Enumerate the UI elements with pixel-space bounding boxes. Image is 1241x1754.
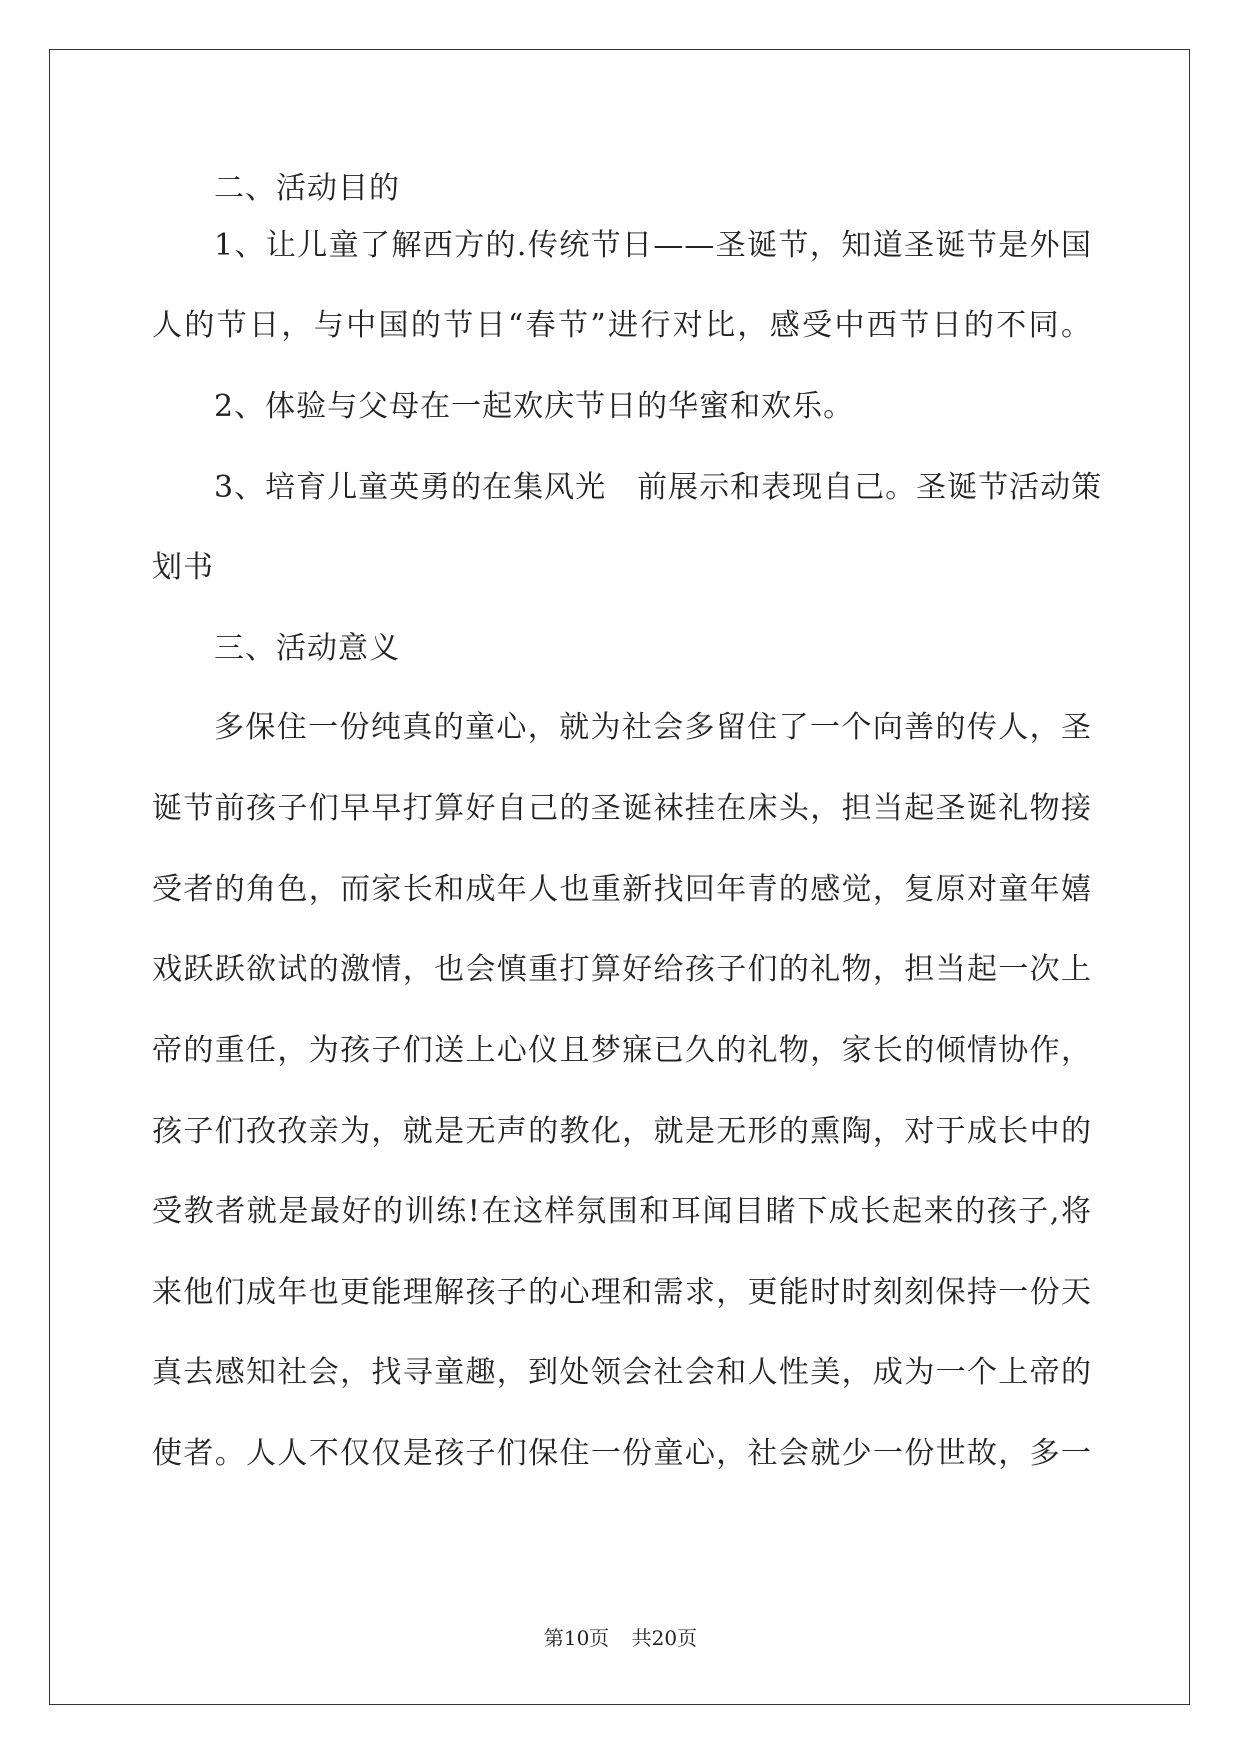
paragraph-line: 划书 — [152, 550, 214, 585]
paragraph-line: 戏跃跃欲试的激情，也会慎重打算好给孩子们的礼物，担当起一次上 — [152, 952, 1092, 987]
paragraph-line: 受者的角色，而家长和成年人也重新找回年青的感觉，复原对童年嬉 — [152, 872, 1092, 907]
page-footer — [0, 1622, 1241, 1651]
paragraph-line: 1、让儿童了解西方的.传统节日——圣诞节，知道圣诞节是外国 — [214, 228, 1092, 263]
paragraph-line: 受教者就是最好的训练!在这样氛围和耳闻目睹下成长起来的孩子,将 — [152, 1194, 1092, 1229]
paragraph-line: 真去感知社会，找寻童趣，到处领会社会和人性美，成为一个上帝的 — [152, 1355, 1092, 1390]
paragraph-line: 孩子们孜孜亲为，就是无声的教化，就是无形的熏陶，对于成长中的 — [152, 1114, 1092, 1149]
paragraph-line: 2、体验与父母在一起欢庆节日的华蜜和欢乐。 — [214, 389, 855, 424]
paragraph-line: 来他们成年也更能理解孩子的心理和需求，更能时时刻刻保持一份天 — [152, 1275, 1092, 1310]
paragraph-line: 人的节日，与中国的节日“春节”进行对比，感受中西节日的不同。 — [152, 308, 1092, 343]
page-number: 第10页 — [543, 1626, 610, 1650]
paragraph-line: 使者。人人不仅仅是孩子们保住一份童心，社会就少一份世故，多一 — [152, 1436, 1092, 1471]
page-total: 共20页 — [631, 1626, 698, 1650]
paragraph-line: 3、培育儿童英勇的在集风光 前展示和表现自己。圣诞节活动策 — [214, 470, 1103, 505]
heading-activity-purpose: 二、活动目的 — [214, 171, 400, 206]
heading-activity-meaning: 三、活动意义 — [214, 631, 400, 666]
paragraph-line: 多保住一份纯真的童心，就为社会多留住了一个向善的传人，圣 — [214, 710, 1092, 745]
paragraph-line: 帝的重任，为孩子们送上心仪且梦寐已久的礼物，家长的倾情协作， — [152, 1033, 1092, 1068]
paragraph-line: 诞节前孩子们早早打算好自己的圣诞袜挂在床头，担当起圣诞礼物接 — [152, 791, 1092, 826]
